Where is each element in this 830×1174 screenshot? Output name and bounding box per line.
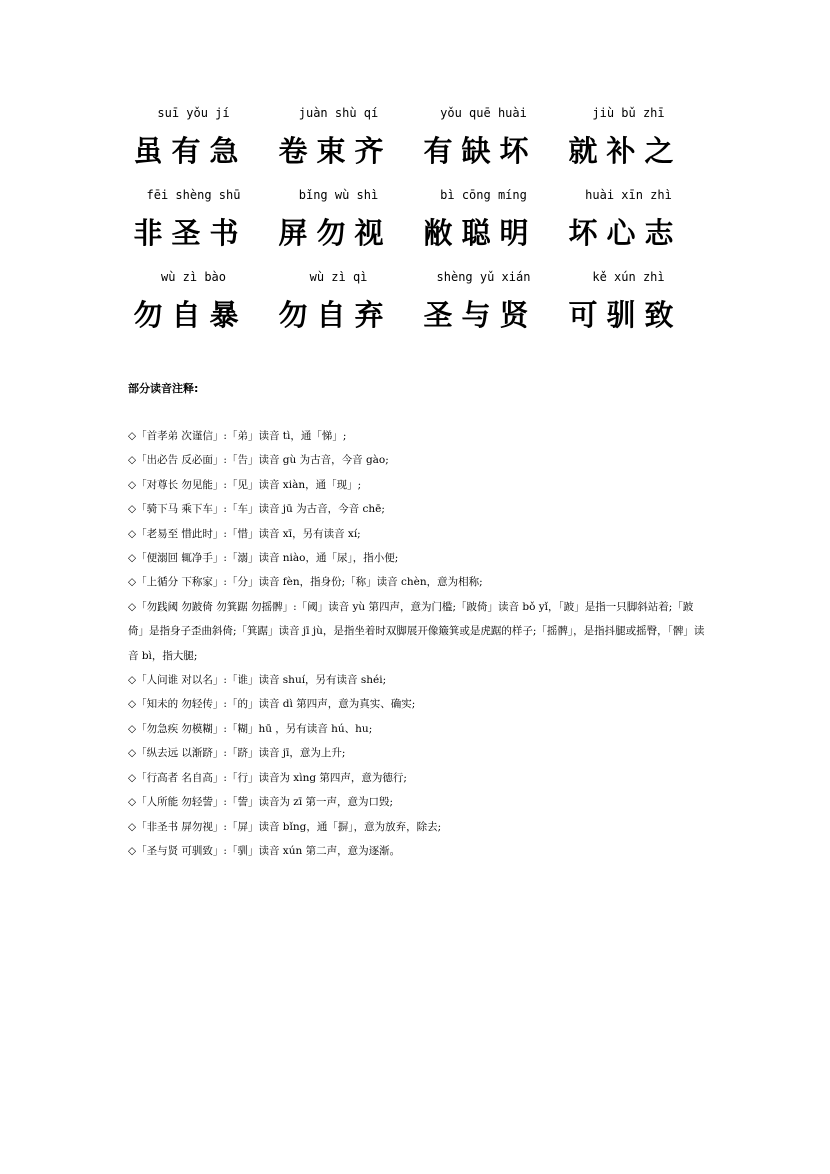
verse-row: [118, 186, 718, 268]
hanzi: 卷束齐: [278, 134, 393, 168]
pinyin: jiù bǔ zhī: [592, 106, 665, 120]
note-item: ◇「知未的 勿轻传」:「的」读音 dì 第四声，意为真实、确实;: [128, 698, 416, 711]
note-item: ◇「骑下马 乘下车」:「车」读音 jū 为古音，今音 chē;: [128, 503, 385, 516]
hanzi: 虽有急: [133, 134, 248, 168]
pinyin: shèng yǔ xián: [436, 270, 531, 284]
verse-cell: [408, 186, 553, 268]
hanzi: 屏勿视: [278, 216, 393, 250]
verse-cell: [263, 186, 408, 268]
note-item: ◇「出必告 反必面」:「告」读音 gù 为古音，今音 gào;: [128, 454, 389, 467]
note-item: ◇「纵去远 以渐跻」:「跻」读音 jī，意为上升;: [128, 747, 346, 760]
verse-cell: [553, 268, 698, 350]
hanzi: 敝聪明: [423, 216, 538, 250]
verse-row: [118, 268, 718, 350]
note-item: ◇「勿急疾 勿模糊」:「糊」hū ，另有读音 hú、hu;: [128, 722, 373, 735]
hanzi: 勿自暴: [133, 298, 248, 332]
notes-title: 部分读音注释:: [128, 382, 199, 395]
verse-cell: [263, 104, 408, 186]
pinyin: yǒu quē huài: [440, 106, 527, 120]
note-item: ◇「首孝弟 次谨信」:「弟」读音 tì，通「悌」;: [128, 430, 347, 442]
hanzi: 非圣书: [133, 216, 248, 250]
hanzi: 可驯致: [568, 298, 683, 332]
pinyin: suī yǒu jí: [157, 106, 230, 120]
verse-row: [118, 104, 718, 186]
verse-cell: [408, 104, 553, 186]
verse-cell: [263, 268, 408, 350]
hanzi: 勿自弃: [278, 298, 393, 332]
pinyin: bǐng wù shì: [298, 188, 379, 202]
hanzi: 有缺坏: [423, 134, 538, 168]
note-item: ◇「便溺回 辄净手」:「溺」读音 niào，通「尿」，指小便;: [128, 552, 399, 565]
pinyin: wù zì qì: [309, 270, 368, 284]
pinyin: kě xún zhì: [592, 270, 665, 284]
pinyin: wù zì bào: [160, 270, 227, 284]
verse-grid: [118, 104, 718, 350]
verse-cell: [408, 268, 553, 350]
note-item: ◇「上循分 下称家」:「分」读音 fèn，指身份;「称」读音 chèn，意为相称;: [128, 576, 483, 589]
note-item: ◇「非圣书 屏勿视」:「屏」读音 bǐng，通「摒」，意为放弃，除去;: [128, 820, 442, 833]
pinyin: huài xīn zhì: [585, 188, 672, 202]
pinyin: fēi shèng shū: [146, 188, 241, 202]
note-item: ◇「勿践阈 勿跛倚 勿箕踞 勿摇髀」:「阈」读音 yù 第四声，意为门槛;「跛倚」读音 bǒ yǐ，「跛」是指一只脚斜站着;「跛倚」是指身子歪曲斜倚;「箕踞」读音 jī jù，是指坐着时双脚展开像簸箕或是虎踞的样子;「摇髀」，是指抖腿或摇臀，「髀」读音 bì，指大腿;: [128, 600, 705, 662]
verse-cell: [553, 104, 698, 186]
hanzi: 坏心志: [568, 216, 683, 250]
hanzi: 圣与贤: [423, 298, 538, 332]
hanzi: 就补之: [568, 134, 683, 168]
notes-list: [128, 424, 708, 863]
note-item: ◇「老易至 惜此时」:「惜」读音 xī，另有读音 xí;: [128, 527, 361, 540]
verse-cell: [553, 186, 698, 268]
note-item: ◇「圣与贤 可驯致」:「驯」读音 xún 第二声，意为逐渐。: [128, 844, 401, 857]
pinyin: juàn shù qí: [298, 106, 379, 120]
verse-cell: [118, 104, 263, 186]
verse-cell: [118, 268, 263, 350]
note-item: ◇「行高者 名自高」:「行」读音为 xìng 第四声，意为德行;: [128, 771, 407, 784]
pinyin: bì cōng míng: [440, 188, 527, 202]
note-item: ◇「人所能 勿轻訾」:「訾」读音为 zī 第一声，意为口毁;: [128, 796, 394, 809]
note-item: ◇「人问谁 对以名」:「谁」读音 shuí，另有读音 shéi;: [128, 674, 387, 687]
note-item: ◇「对尊长 勿见能」:「见」读音 xiàn，通「现」;: [128, 478, 362, 491]
verse-cell: [118, 186, 263, 268]
